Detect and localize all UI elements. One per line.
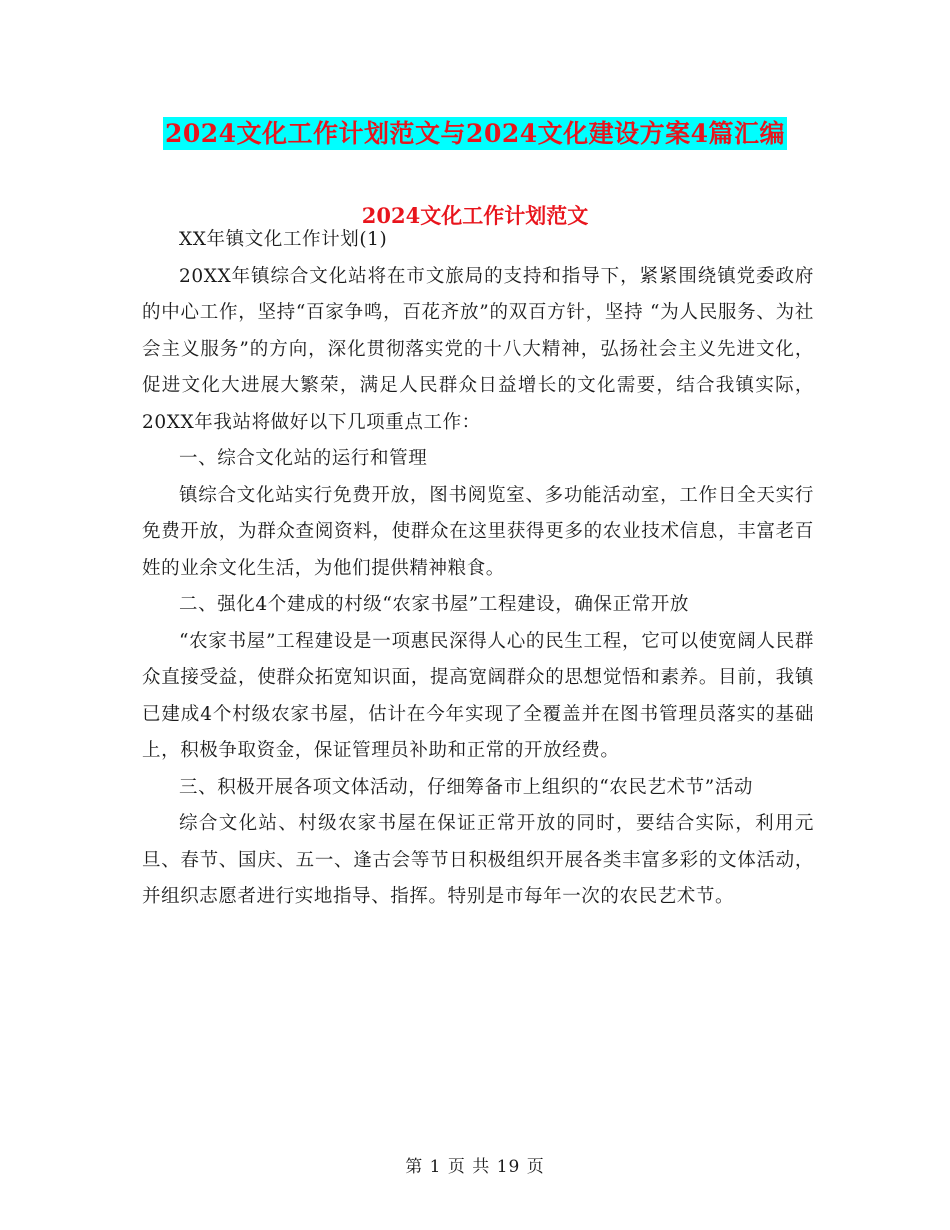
document-title-text: 2024文化工作计划范文与2024文化建设方案4篇汇编 [164, 119, 786, 148]
paragraph-intro: 20XX年镇综合文化站将在市文旅局的支持和指导下，紧紧围绕镇党委政府的中心工作，坚持“百家争鸣，百花齐放”的双百方针，坚持 “为人民服务、为社会主义服务”的方向，深化贯彻落实党的十八大精神，弘扬社会主义先进文化，促进文化大进展大繁荣，满足人民群众日益增长的文化需要，结合我镇实际，20XX年我站将做好以下几项重点工作： [142, 265, 814, 433]
heading-item-1: 一、综合文化站的运行和管理 [179, 448, 428, 469]
paragraph-item-2: “农家书屋”工程建设是一项惠民深得人心的民生工程，它可以使宽阔人民群众直接受益，使群众拓宽知识面，提高宽阔群众的思想觉悟和素养。目前，我镇已建成4个村级农家书屋，估计在今年实现了全覆盖并在图书管理员落实的基础上，积极争取资金，保证管理员补助和正常的开放经费。 [142, 630, 814, 761]
paragraph-subtitle: XX年镇文化工作计划(1) [179, 229, 388, 250]
heading-item-3: 三、积极开展各项文体活动，仔细筹备市上组织的“农民艺术节”活动 [179, 776, 754, 798]
section-title: 2024文化工作计划范文 [361, 203, 589, 228]
document-body [142, 222, 814, 916]
paragraph-item-1: 镇综合文化站实行免费开放，图书阅览室、多功能活动室，工作日全天实行免费开放，为群众查阅资料，使群众在这里获得更多的农业技术信息，丰富老百姓的业余文化生活，为他们提供精神粮食。 [142, 484, 814, 579]
page-footer: 第 1 页 共 19 页 [405, 1157, 545, 1177]
heading-item-2: 二、强化4个建成的村级“农家书屋”工程建设，确保正常开放 [179, 594, 689, 615]
document-title [0, 112, 950, 152]
paragraph-item-3: 综合文化站、村级农家书屋在保证正常开放的同时，要结合实际，利用元旦、春节、国庆、五一、逢古会等节日积极组织开展各类丰富多彩的文体活动，并组织志愿者进行实地指导、指挥。特别是市每年一次的农民艺术节。 [142, 813, 814, 907]
